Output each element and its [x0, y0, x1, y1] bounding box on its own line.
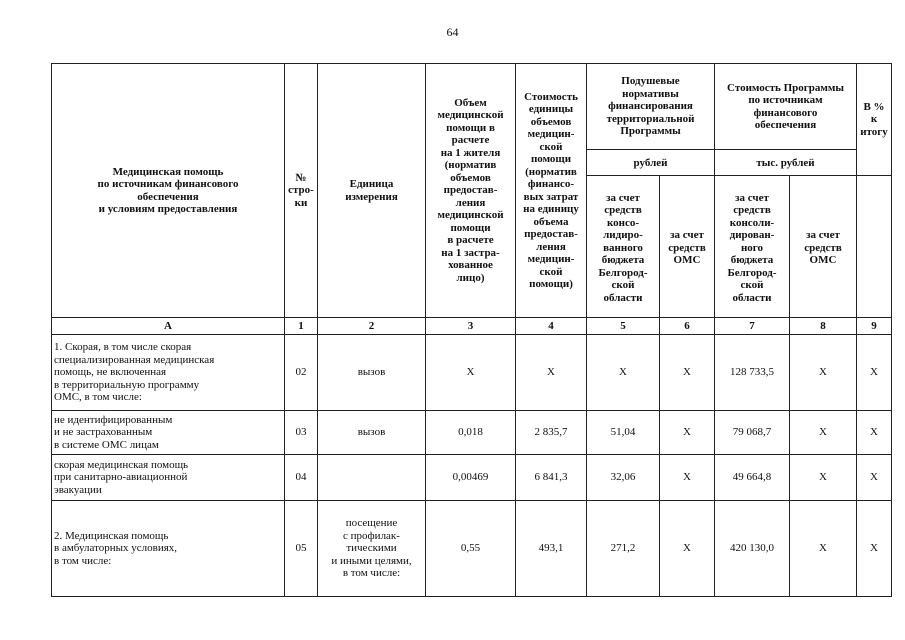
text-line: средств	[668, 241, 706, 254]
text-line: средств	[804, 241, 842, 254]
text-line: к	[870, 113, 878, 126]
text-line: помощи)	[529, 278, 573, 290]
row-norm-oms: Х	[660, 455, 715, 501]
text-line: за счет	[606, 191, 640, 204]
text-line: за счет	[806, 229, 840, 242]
text-line: эвакуации	[54, 483, 102, 496]
text-line: хованное	[448, 259, 493, 272]
row-volume: 0,018	[426, 411, 516, 455]
text-line: за счет	[735, 191, 769, 204]
header-col-9	[857, 64, 892, 176]
row-name	[52, 335, 285, 411]
text-line: Стоимость Программы	[727, 81, 844, 94]
text-line: в амбулаторных условиях,	[54, 542, 178, 555]
text-line: Стоимость	[524, 90, 578, 103]
table-row	[52, 455, 892, 501]
text-line: ванного	[603, 241, 643, 254]
text-line: ки	[294, 196, 308, 209]
text-line: с профилак-	[343, 529, 400, 542]
text-line: (норматив	[525, 165, 577, 178]
text-line: Подушевые	[621, 75, 680, 88]
text-line: Белгород-	[727, 266, 777, 279]
header-unit-rubles: рублей	[587, 150, 715, 176]
row-norm-budget: 32,06	[587, 455, 660, 501]
row-name	[52, 455, 285, 501]
header-group-program-cost	[715, 64, 857, 150]
text-line: в системе ОМС лицам	[54, 438, 159, 451]
text-line: Объем	[454, 96, 487, 109]
row-unit-cost: 2 835,7	[516, 411, 587, 455]
text-line: В %	[863, 100, 885, 113]
text-line: на 1 жителя	[440, 146, 501, 159]
text-line: в том числе:	[54, 554, 112, 567]
column-number: А	[52, 318, 285, 335]
text-line: медицин-	[527, 253, 575, 265]
text-line: скорая медицинская помощь	[54, 458, 189, 471]
row-total-oms: Х	[790, 455, 857, 501]
text-line: за счет	[670, 229, 704, 242]
row-percent: Х	[857, 501, 892, 597]
row-name	[52, 501, 285, 597]
column-number: 1	[285, 318, 318, 335]
text-line: консо-	[606, 216, 640, 229]
text-line: помощи в	[446, 121, 495, 134]
financing-table	[51, 63, 892, 597]
text-line: вызов	[357, 426, 386, 439]
text-line: Медицинская помощь	[112, 165, 224, 178]
column-number: 7	[715, 318, 790, 335]
row-line-number: 04	[285, 455, 318, 501]
row-unit-cost: 6 841,3	[516, 455, 587, 501]
text-line: при санитарно-авиационной	[54, 471, 188, 484]
text-line: помощь, не включенная	[54, 366, 167, 379]
row-unit-cost: Х	[516, 335, 587, 411]
row-line-number: 05	[285, 501, 318, 597]
text-line: на единицу	[523, 203, 579, 215]
header-col-3	[426, 64, 516, 318]
header-group-per-capita	[587, 64, 715, 150]
text-line: средств	[733, 204, 771, 217]
text-line: ОМС	[809, 254, 837, 267]
table-row	[52, 411, 892, 455]
column-number: 3	[426, 318, 516, 335]
text-line: ления	[455, 196, 486, 209]
text-line: не идентифицированным	[54, 413, 173, 426]
text-line: в расчете	[447, 234, 494, 247]
table-row	[52, 501, 892, 597]
row-name	[52, 411, 285, 455]
text-line: и иными целями,	[331, 554, 412, 567]
text-line: расчете	[451, 134, 490, 147]
header-col-7	[715, 176, 790, 318]
text-line: обеспечения	[137, 190, 199, 203]
row-total-budget: 79 068,7	[715, 411, 790, 455]
column-number-row	[52, 318, 892, 335]
row-total-oms: Х	[790, 501, 857, 597]
row-line-number: 03	[285, 411, 318, 455]
text-line: обеспечения	[754, 119, 817, 131]
text-line: измерения	[345, 190, 398, 203]
row-norm-oms: Х	[660, 501, 715, 597]
text-line: медицинской	[437, 109, 504, 122]
text-line: бюджета	[601, 254, 645, 267]
header-col-1	[285, 64, 318, 318]
row-percent: Х	[857, 411, 892, 455]
text-line: средств	[604, 204, 642, 217]
text-line: объемов	[450, 171, 491, 184]
text-line: Единица	[349, 178, 394, 190]
text-line: (норматив	[444, 159, 497, 172]
row-total-budget: 128 733,5	[715, 335, 790, 411]
text-line: объема	[533, 215, 569, 228]
row-unit	[318, 411, 426, 455]
text-line: помощи	[450, 221, 491, 234]
text-line: ской	[740, 279, 764, 292]
text-line: в том числе:	[342, 567, 401, 580]
row-total-oms: Х	[790, 411, 857, 455]
text-line: финансового	[753, 106, 818, 119]
text-line: посещение	[345, 517, 398, 530]
header-unit-thousand-rubles: тыс. рублей	[715, 150, 857, 176]
text-line: ской	[611, 279, 635, 292]
text-line: Программы	[620, 125, 681, 138]
column-number: 2	[318, 318, 426, 335]
row-percent: Х	[857, 335, 892, 411]
header-col-6	[660, 176, 715, 318]
text-line: ской	[539, 140, 563, 153]
text-line: итогу	[860, 125, 888, 138]
row-volume: Х	[426, 335, 516, 411]
text-line: ОМС, в том числе:	[54, 391, 142, 404]
text-line: бюджета	[730, 254, 774, 267]
row-norm-oms: Х	[660, 411, 715, 455]
text-line: по источникам финансового	[97, 178, 239, 190]
text-line: области	[732, 291, 772, 304]
text-line: специализированная медицинская	[54, 353, 215, 366]
text-line: 1. Скорая, в том числе скорая	[54, 341, 192, 354]
text-line: области	[603, 291, 643, 304]
column-number: 9	[857, 318, 892, 335]
text-line: и условиям предоставления	[98, 203, 238, 215]
text-line: стро-	[288, 184, 314, 197]
row-total-budget: 420 130,0	[715, 501, 790, 597]
row-norm-budget: 51,04	[587, 411, 660, 455]
column-number: 4	[516, 318, 587, 335]
text-line: финансирования	[608, 100, 693, 113]
row-unit-cost: 493,1	[516, 501, 587, 597]
row-norm-budget: 271,2	[587, 501, 660, 597]
header-col-5	[587, 176, 660, 318]
column-number: 5	[587, 318, 660, 335]
text-line: тическими	[346, 542, 397, 555]
text-line: ОМС	[673, 254, 701, 267]
text-line: вызов	[357, 366, 386, 379]
row-volume: 0,55	[426, 501, 516, 597]
row-unit	[318, 455, 426, 501]
text-line: предостав-	[524, 228, 578, 240]
text-line: лицо)	[456, 271, 485, 284]
row-norm-budget: Х	[587, 335, 660, 411]
column-number: 6	[660, 318, 715, 335]
header-col-9-blank	[857, 176, 892, 318]
table-row	[52, 335, 892, 411]
text-line: предостав-	[443, 184, 498, 197]
row-unit	[318, 501, 426, 597]
text-line: медицинской	[437, 209, 504, 222]
text-line: №	[295, 171, 307, 184]
row-unit	[318, 335, 426, 411]
header-col-a	[52, 64, 285, 318]
row-percent: Х	[857, 455, 892, 501]
text-line: территориальной	[606, 112, 695, 125]
text-line: медицин-	[527, 128, 575, 140]
text-line: консоли-	[729, 216, 775, 229]
text-line: 2. Медицинская помощь	[54, 529, 169, 542]
page-number: 64	[446, 25, 459, 39]
row-line-number: 02	[285, 335, 318, 411]
text-line: на 1 застра-	[441, 246, 500, 259]
text-line: по источникам	[748, 94, 823, 106]
header-col-4	[516, 64, 587, 318]
header-col-2	[318, 64, 426, 318]
row-total-budget: 49 664,8	[715, 455, 790, 501]
text-line: в территориальную программу	[54, 378, 200, 391]
text-line: финансо-	[527, 178, 575, 190]
text-line: лидиро-	[603, 229, 643, 242]
row-volume: 0,00469	[426, 455, 516, 501]
text-line: ления	[536, 240, 566, 253]
text-line: ской	[539, 265, 563, 278]
row-total-oms: Х	[790, 335, 857, 411]
text-line: объемов	[530, 115, 572, 128]
row-norm-oms: Х	[660, 335, 715, 411]
text-line: Белгород-	[598, 266, 648, 279]
column-number: 8	[790, 318, 857, 335]
text-line: единицы	[528, 103, 574, 115]
text-line: ного	[740, 241, 764, 254]
text-line: нормативы	[622, 87, 679, 100]
header-col-8	[790, 176, 857, 318]
text-line: помощи	[530, 153, 572, 165]
text-line: дирован-	[729, 229, 775, 242]
text-line: и не застрахованным	[54, 426, 153, 439]
text-line: вых затрат	[523, 190, 579, 203]
